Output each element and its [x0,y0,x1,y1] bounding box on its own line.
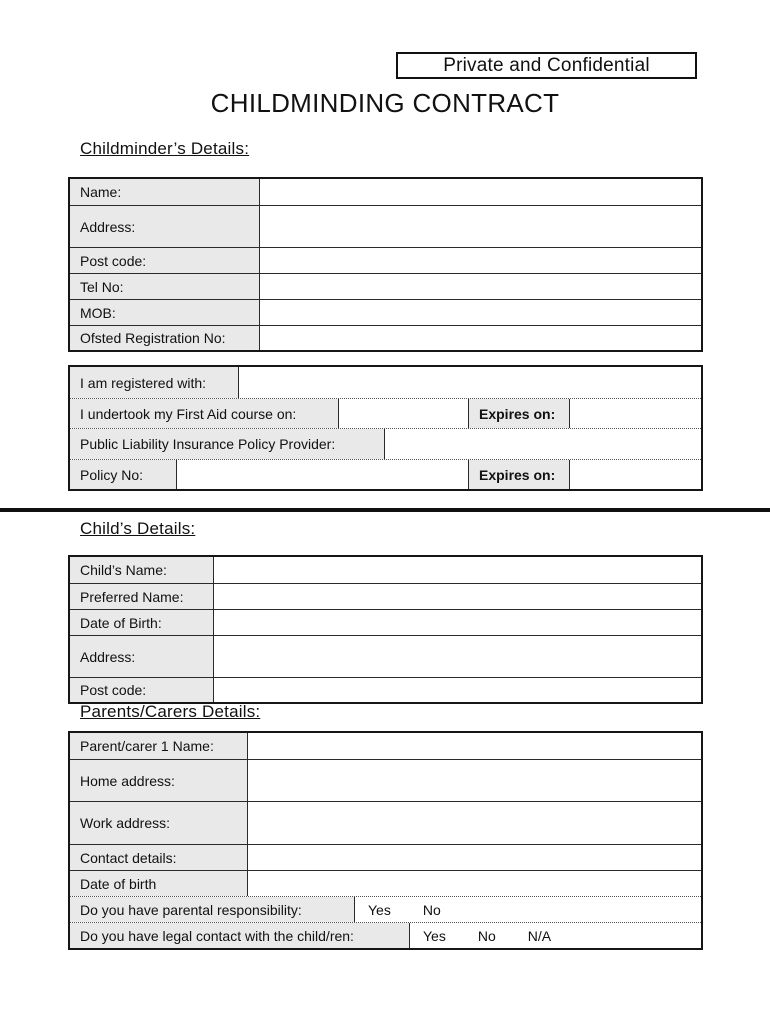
date-of-birth-input[interactable] [214,610,701,635]
parent-carer-1-name-input[interactable] [248,733,701,759]
policy-expires-label: Expires on: [469,460,570,489]
insurance-provider-label: Public Liability Insurance Policy Provider: [70,429,385,459]
parental-responsibility-yes-option[interactable]: Yes [368,901,391,918]
work-address-label: Work address: [70,802,248,844]
tel-no-label: Tel No: [70,274,260,299]
table-row [70,922,701,948]
mob-input[interactable] [260,300,701,325]
name-input[interactable] [260,179,701,205]
preferred-name-input[interactable] [214,584,701,609]
home-address-input[interactable] [248,760,701,801]
child-name-input[interactable] [214,557,701,583]
child-post-code-label: Post code: [70,678,214,702]
registration-insurance-table [68,365,703,491]
page-title: CHILDMINDING CONTRACT [210,88,560,118]
legal-contact-no-option[interactable]: No [477,927,496,944]
insurance-provider-input[interactable] [385,429,701,459]
legal-contact-options [410,923,701,948]
table-row [70,273,701,299]
child-details-heading: Child’s Details: [80,519,196,538]
table-row [70,205,701,247]
table-row [70,609,701,635]
first-aid-date-input[interactable] [339,399,469,428]
parent-date-of-birth-input[interactable] [248,871,701,896]
home-address-label: Home address: [70,760,248,801]
table-row [70,428,701,459]
post-code-label: Post code: [70,248,260,273]
child-name-label: Child’s Name: [70,557,214,583]
name-label: Name: [70,179,260,205]
mob-label: MOB: [70,300,260,325]
child-details-table [68,555,703,704]
childminder-details-table [68,177,703,352]
table-row [70,759,701,801]
table-row [70,583,701,609]
parental-responsibility-label: Do you have parental responsibility: [70,897,355,922]
ofsted-registration-input[interactable] [260,326,701,350]
table-row [70,299,701,325]
child-post-code-input[interactable] [214,678,701,702]
child-address-input[interactable] [214,636,701,677]
confidential-banner [396,52,697,79]
parent-date-of-birth-label: Date of birth [70,871,248,896]
table-row [70,459,701,489]
table-row [70,367,701,398]
table-row [70,557,701,583]
address-label: Address: [70,206,260,247]
legal-contact-label: Do you have legal contact with the child/ren: [70,923,410,948]
table-row [70,733,701,759]
post-code-input[interactable] [260,248,701,273]
legal-contact-yes-option[interactable]: Yes [423,927,446,944]
table-row [70,325,701,350]
parents-carers-details-table [68,731,703,950]
parent-carer-1-name-label: Parent/carer 1 Name: [70,733,248,759]
parental-responsibility-options [355,897,701,922]
preferred-name-label: Preferred Name: [70,584,214,609]
ofsted-registration-label: Ofsted Registration No: [70,326,260,350]
table-row [70,179,701,205]
tel-no-input[interactable] [260,274,701,299]
table-row [70,870,701,896]
policy-no-label: Policy No: [70,460,177,489]
registered-with-input[interactable] [239,367,701,398]
first-aid-expires-label: Expires on: [469,399,570,428]
parents-carers-details-heading: Parents/Carers Details: [80,702,261,721]
confidential-label: Private and Confidential [443,54,650,76]
date-of-birth-label: Date of Birth: [70,610,214,635]
first-aid-expires-input[interactable] [570,399,701,428]
contact-details-input[interactable] [248,845,701,870]
table-row [70,247,701,273]
table-row [70,801,701,844]
work-address-input[interactable] [248,802,701,844]
policy-expires-input[interactable] [570,460,701,489]
registered-with-label: I am registered with: [70,367,239,398]
table-row [70,677,701,702]
table-row [70,398,701,428]
first-aid-course-label: I undertook my First Aid course on: [70,399,339,428]
parental-responsibility-no-option[interactable]: No [422,901,441,918]
contact-details-label: Contact details: [70,845,248,870]
policy-no-input[interactable] [177,460,469,489]
table-row [70,844,701,870]
table-row [70,635,701,677]
legal-contact-na-option[interactable]: N/A [527,927,552,944]
address-input[interactable] [260,206,701,247]
table-row [70,896,701,922]
child-address-label: Address: [70,636,214,677]
page-divider [0,508,770,512]
childminder-details-heading: Childminder’s Details: [80,139,250,158]
